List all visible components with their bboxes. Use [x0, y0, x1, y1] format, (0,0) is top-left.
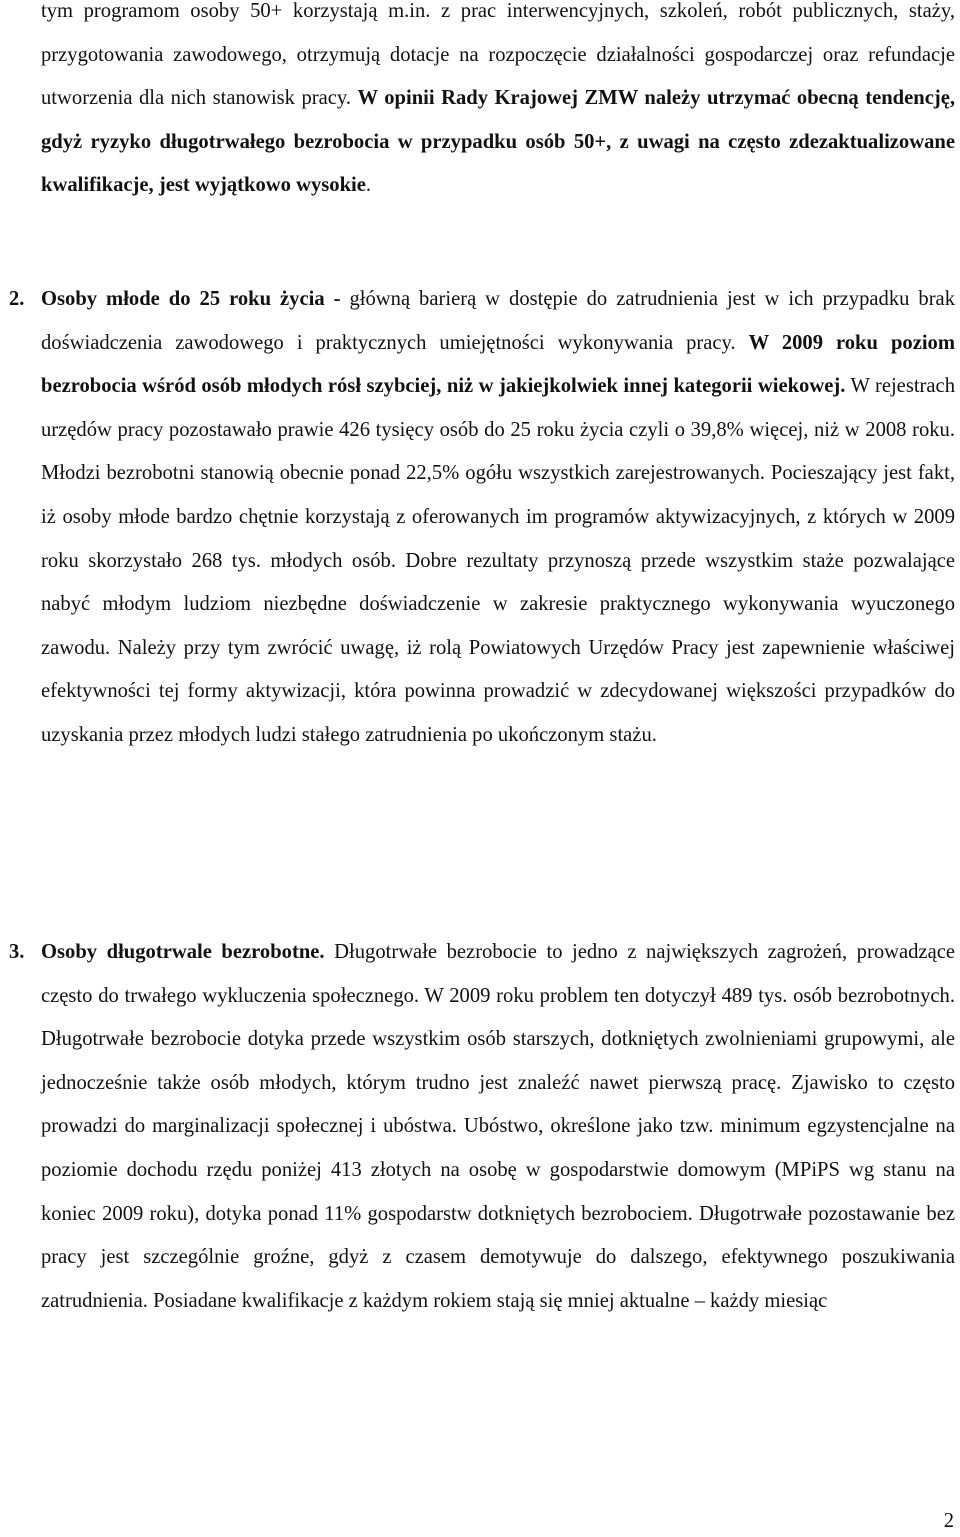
paragraph-intro [41, 0, 955, 208]
paragraph-intro-run-1: tym programom osoby 50+ korzystają m.in. z prac interwencyjnych, szkoleń, robót publicznych, staży, przygotowania zawodowego, otrzymują dotacje na rozpoczęcie działalności gospodarczej oraz refundacje utworzenia dla nich stanowisk pracy. [41, 0, 955, 110]
paragraph-young-people-run-3: W 2009 roku poziom bezrobocia wśród osób młodych rósł szybciej, niż w jakiejkolwiek innej kategorii wiekowej. [41, 331, 956, 398]
paragraph-long-term-run-1: Osoby długotrwale bezrobotne. [41, 941, 325, 963]
paragraph-young-people-run-1: Osoby młode do 25 roku życia - [41, 288, 350, 310]
paragraph-young-people-run-2: główną barierą w dostępie do zatrudnienia jest w ich przypadku brak doświadczenia zawodowego i praktycznych umiejętności wykonywania pracy. [41, 288, 955, 354]
paragraph-long-term-run-2: Długotrwałe bezrobocie to jedno z największych zagrożeń, prowadzące często do trwałego wykluczenia społecznego. W 2009 roku problem ten dotyczył 489 tys. osób bezrobotnych. Długotrwałe bezrobocie dotyka przede wszystkim osób starszych, dotkniętych zwolnieniami grupowymi, ale jednocześnie także osób młodych, którym trudno jest znaleźć nawet pierwszą pracę. Zjawisko to często prowadzi do marginalizacji społecznej i ubóstwa. Ubóstwo, określone jako tzw. minimum egzystencjalne na poziomie dochodu rzędu poniżej 413 złotych na osobę w gospodarstwie domowym (MPiPS wg stanu na koniec 2009 roku), dotyka ponad 11% gospodarstw dotkniętych bezrobociem. Długotrwałe pozostawanie bez pracy jest szczególnie groźne, gdyż z czasem demotywuje do dalszego, efektywnego poszukiwania zatrudnienia. Posiadane kwalifikacje z każdym rokiem stają się mniej aktualne – każdy miesiąc [41, 941, 955, 1312]
page-number: 2 [943, 1510, 954, 1532]
paragraph-young-people [9, 278, 956, 758]
paragraph-long-term-unemployed [9, 931, 955, 1323]
paragraph-young-people-run-4: W rejestrach urzędów pracy pozostawało prawie 426 tysięcy osób do 25 roku życia czyli o 39,8% więcej, niż w 2008 roku. Młodzi bezrobotni stanowią obecnie ponad 22,5% ogółu wszystkich zarejestrowanych. Pocieszający jest fakt, iż osoby młode bardzo chętnie korzystają z oferowanych im programów aktywizacyjnych, z których w 2009 roku skorzystało 268 tys. młodych osób. Dobre rezultaty przynoszą przede wszystkim staże pozwalające nabyć młodym ludziom niezbędne doświadczenie w zakresie praktycznego wykonywania wyuczonego zawodu. Należy przy tym zwrócić uwagę, iż rolą Powiatowych Urzędów Pracy jest zapewnienie właściwej efektywności tej formy aktywizacji, która powinna prowadzić w zdecydowanej większości przypadków do uzyskania przez młodych ludzi stałego zatrudnienia po ukończonym stażu. [41, 375, 955, 746]
paragraph-intro-run-2: W opinii Rady Krajowej ZMW należy utrzymać obecną tendencję, gdyż ryzyko długotrwałego bezrobocia w przypadku osób 50+, z uwagi na często zdezaktualizowane kwalifikacje, jest wyjątkowo wysokie [41, 87, 955, 197]
list-number-3: 3. [9, 941, 25, 963]
paragraph-intro-run-3: . [365, 174, 372, 197]
list-number-2: 2. [9, 288, 25, 310]
